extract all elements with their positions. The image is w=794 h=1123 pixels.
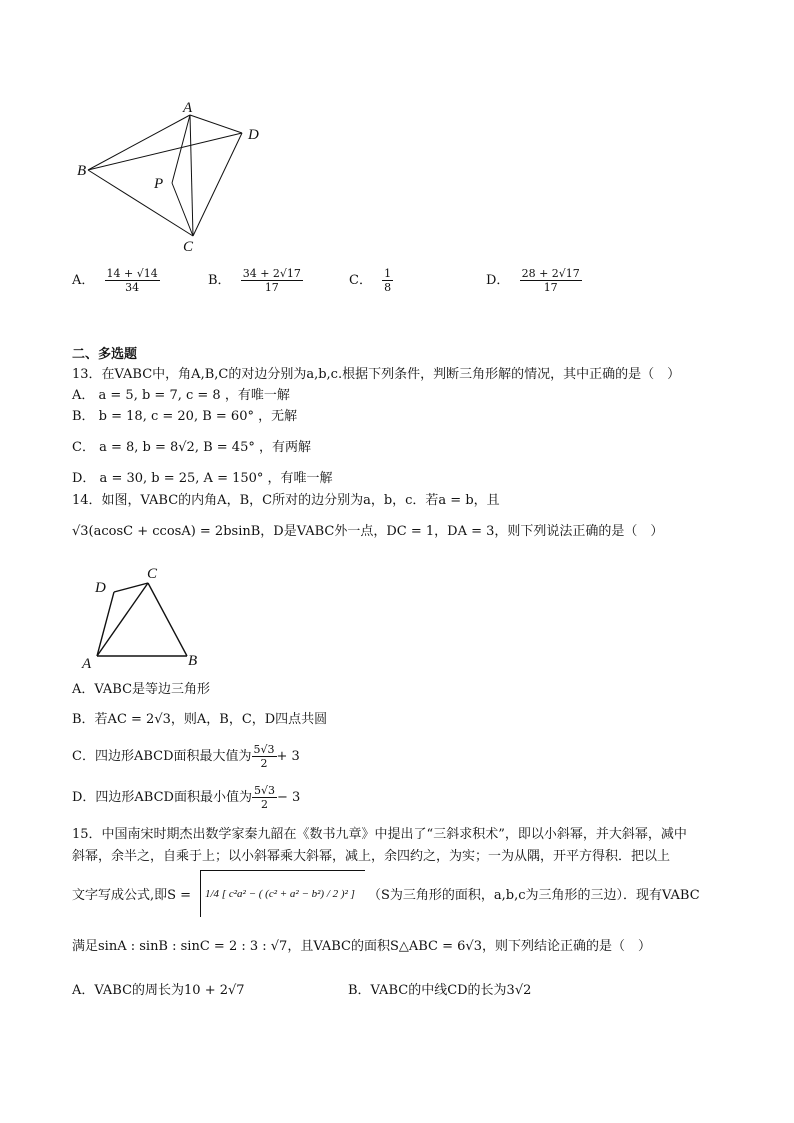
q12-option-d: D． $\frac{28 + 2√17}{17}$ bbox=[486, 267, 580, 294]
herons-formula-radicand: 1/4 [ c²a² − ( (c² + a² − b²) / 2 )² ] bbox=[200, 870, 365, 917]
q15-option-a: A．VABC的周长为10 + 2√7 bbox=[72, 983, 245, 998]
q14-option-c: C．四边形ABCD面积最大值为 $\frac{5√3}{2}$ + 3 bbox=[72, 743, 300, 770]
vertex-d-label: D bbox=[248, 127, 259, 143]
vertex-b-label: B bbox=[188, 653, 198, 669]
q14-option-d: D．四边形ABCD面积最小值为 $\frac{5√3}{2}$ − 3 bbox=[72, 784, 301, 811]
q15-line3-suffix: （S为三角形的面积，a,b,c为三角形的三边）．现有VABC bbox=[368, 888, 700, 903]
q12-option-a: A． $\frac{14 + √14}{34}$ bbox=[72, 267, 158, 294]
q14-stem-line1: 14．如图，VABC的内角A，B，C所对的边分别为a，b，c．若a = b，且 bbox=[72, 493, 500, 508]
q15-line1: 15．中国南宋时期杰出数学家秦九韶在《数书九章》中提出了“三斜求积术”，即以小斜幂，并大斜幂，减中 bbox=[72, 827, 687, 842]
q15-line4: 满足sinA : sinB : sinC = 2 : 3 : √7，且VABC的面积S△ABC = 6√3，则下列结论正确的是（ ） bbox=[72, 939, 651, 954]
q15-option-b: B．VABC的中线CD的长为3√2 bbox=[348, 983, 532, 998]
q12-option-b: B． $\frac{34 + 2√17}{17}$ bbox=[208, 267, 301, 294]
q13-option-c: C． a = 8, b = 8√2, B = 45° ，有两解 bbox=[72, 440, 311, 455]
q13-stem: 13．在VABC中，角A,B,C的对边分别为a,b,c.根据下列条件，判断三角形解的情况，其中正确的是（ ） bbox=[72, 367, 681, 382]
q14-stem-line2: √3(acosC + ccosA) = 2bsinB，D是VABC外一点，DC = 1，DA = 3，则下列说法正确的是（ ） bbox=[72, 524, 664, 539]
q14-option-a: A．VABC是等边三角形 bbox=[72, 682, 211, 697]
q13-option-d: D． a = 30, b = 25, A = 150° ，有唯一解 bbox=[72, 471, 333, 486]
q12-option-c: C． $\frac{1}{8}$ bbox=[349, 267, 392, 294]
q13-option-b: B． b = 18, c = 20, B = 60° ，无解 bbox=[72, 409, 298, 424]
q14-option-b: B．若AC = 2√3，则A，B，C，D四点共圆 bbox=[72, 712, 328, 727]
section-title: 二、多选题 bbox=[72, 347, 138, 362]
vertex-a-label: A bbox=[82, 656, 92, 672]
vertex-a-label: A bbox=[183, 100, 193, 116]
q15-line3-prefix: 文字写成公式,即S = bbox=[72, 888, 192, 903]
q13-option-a: A． a = 5, b = 7, c = 8 ，有唯一解 bbox=[72, 388, 290, 403]
vertex-c-label: C bbox=[147, 566, 158, 582]
vertex-c-label: C bbox=[183, 239, 194, 255]
q15-line2: 斜幂，余半之，自乘于上；以小斜幂乘大斜幂，减上，余四约之，为实；一为从隅，开平方得积．把以上 bbox=[72, 849, 671, 864]
vertex-b-label: B bbox=[77, 163, 87, 179]
point-p-label: P bbox=[154, 176, 164, 192]
vertex-d-label: D bbox=[95, 580, 106, 596]
